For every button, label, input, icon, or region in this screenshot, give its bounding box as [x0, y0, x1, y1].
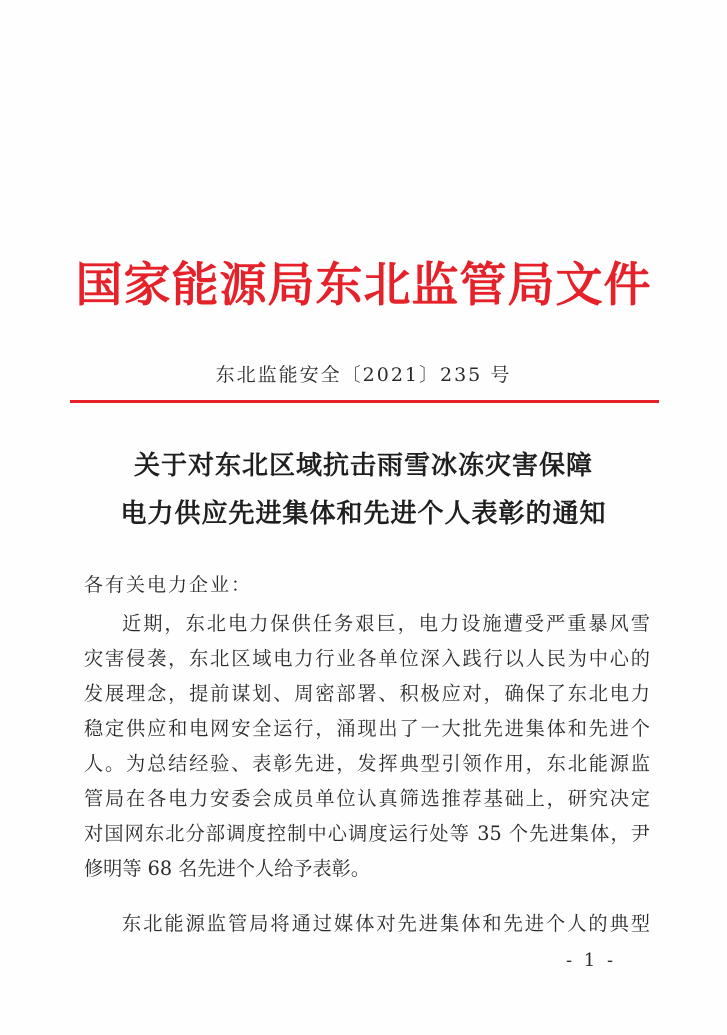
document-number: 东北监能安全〔2021〕235 号	[215, 364, 512, 386]
paragraph-1	[84, 606, 650, 886]
page-number: - 1 -	[566, 950, 617, 971]
red-divider-line	[70, 400, 659, 403]
paragraph-line: 稳定供应和电网安全运行，涌现出了一大批先进集体和先进个	[84, 717, 650, 740]
paragraph-line: 灾害侵袭，东北区域电力行业各单位深入践行以人民为中心的	[84, 647, 650, 670]
salutation: 各有关电力企业：	[84, 574, 253, 596]
notice-title-line-2: 电力供应先进集体和先进个人表彰的通知	[120, 499, 607, 529]
notice-title-line-1: 关于对东北区域抗击雨雪冰冻灾害保障	[133, 451, 593, 481]
paragraph-2	[84, 906, 650, 941]
agency-header-title: 国家能源局东北监管局文件	[75, 258, 652, 313]
paragraph-line: 管局在各电力安委会成员单位认真筛选推荐基础上，研究决定	[84, 787, 650, 810]
paragraph-line: 近期，东北电力保供任务艰巨，电力设施遭受严重暴风雪	[122, 612, 650, 635]
paragraph-line: 发展理念，提前谋划、周密部署、积极应对，确保了东北电力	[84, 682, 650, 705]
paragraph-line: 东北能源监管局将通过媒体对先进集体和先进个人的典型	[122, 912, 650, 935]
paragraph-line: 对国网东北分部调度控制中心调度运行处等 35 个先进集体，尹	[84, 822, 650, 845]
paragraph-line: 修明等 68 名先进个人给予表彰。	[84, 857, 371, 880]
paragraph-line: 人。为总结经验、表彰先进，发挥典型引领作用，东北能源监	[84, 752, 650, 775]
